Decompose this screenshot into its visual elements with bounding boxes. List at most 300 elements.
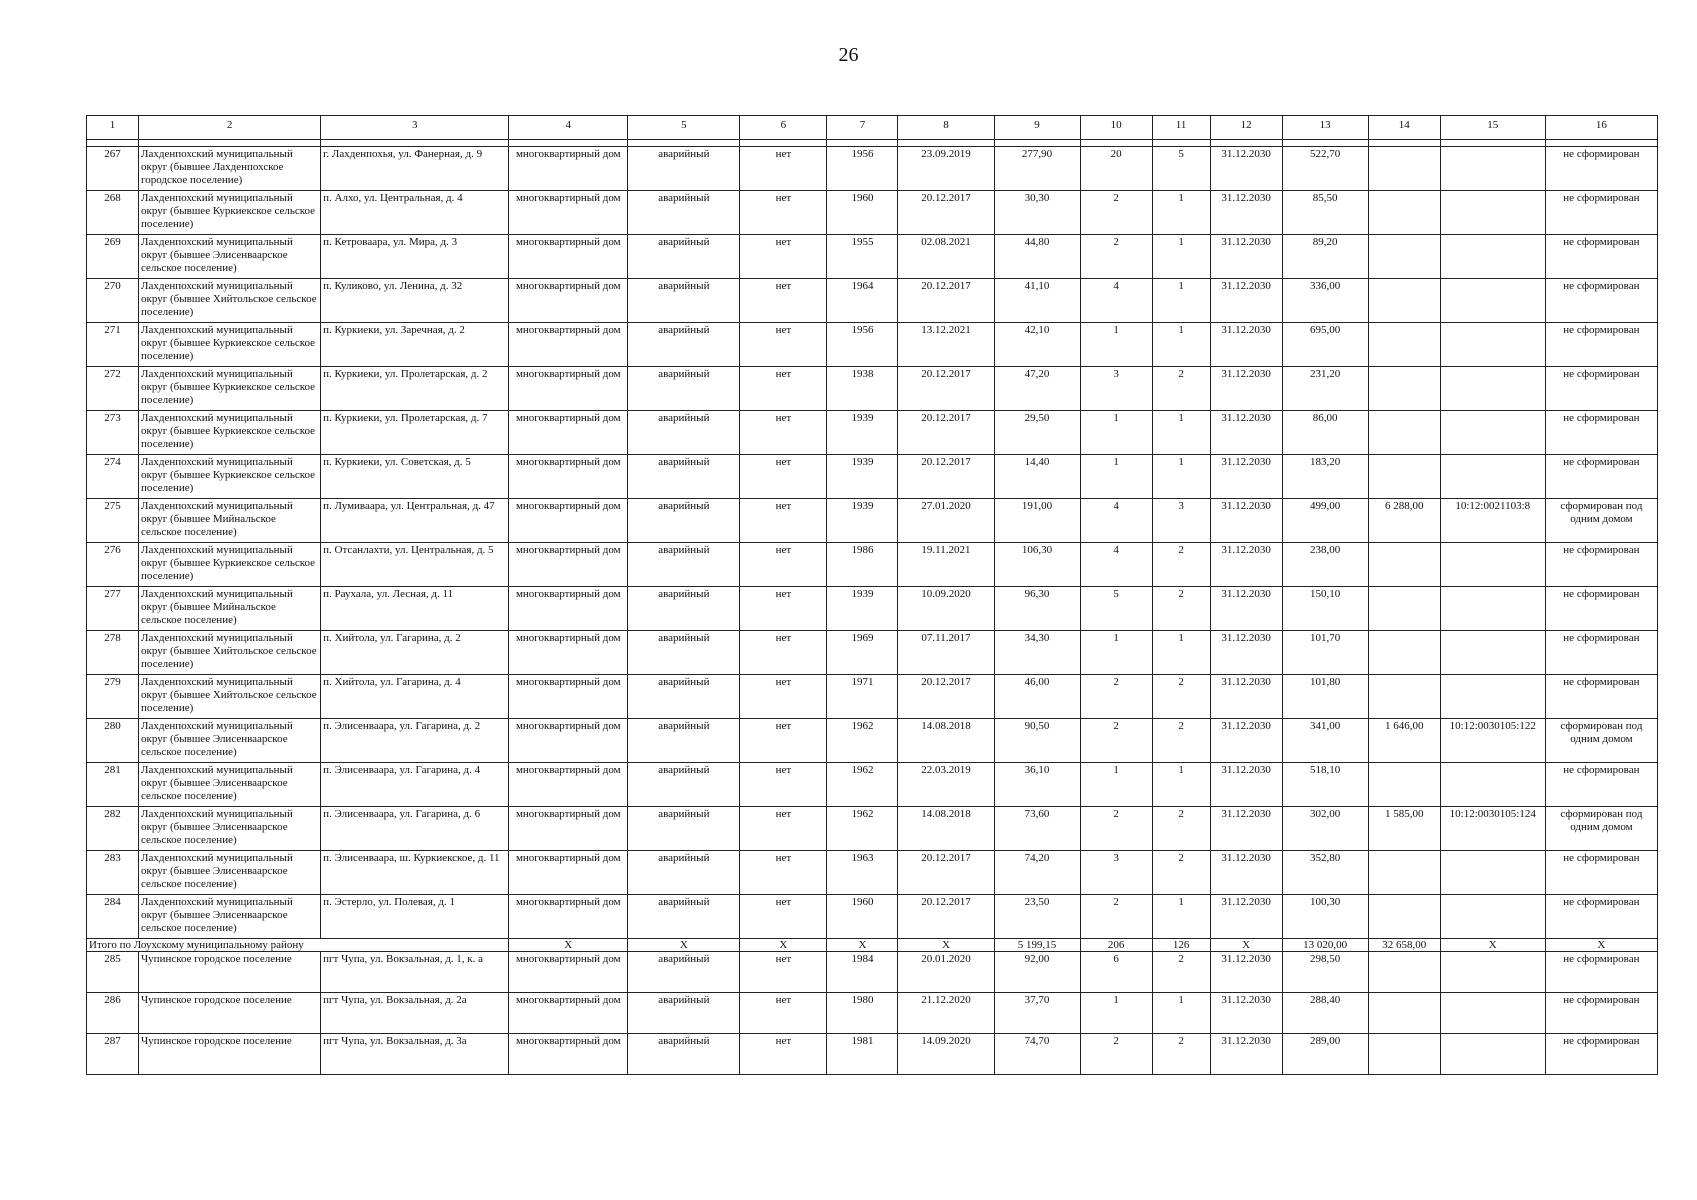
table-row (87, 367, 1658, 411)
table-cell: 14.08.2018 (898, 719, 994, 763)
table-cell: 1962 (827, 807, 898, 851)
table-cell: 2 (1080, 675, 1152, 719)
table-cell: 21.12.2020 (898, 993, 994, 1034)
table-cell: пгт Чупа, ул. Вокзальная, д. 2а (321, 993, 509, 1034)
column-header: 8 (898, 116, 994, 140)
table-cell: нет (740, 851, 827, 895)
table-cell: 20.12.2017 (898, 455, 994, 499)
table-cell (1368, 279, 1440, 323)
table-cell (1440, 323, 1545, 367)
table-cell: многоквартирный дом (509, 499, 628, 543)
table-cell: п. Хийтола, ул. Гагарина, д. 2 (321, 631, 509, 675)
table-cell: 1969 (827, 631, 898, 675)
table-cell: 101,80 (1282, 675, 1368, 719)
table-cell: многоквартирный дом (509, 587, 628, 631)
table-cell: 85,50 (1282, 191, 1368, 235)
table-cell: 1956 (827, 323, 898, 367)
table-cell: 286 (87, 993, 139, 1034)
table-cell: 1963 (827, 851, 898, 895)
table-cell: 4 (1080, 499, 1152, 543)
table-cell: аварийный (628, 499, 740, 543)
table-cell (1368, 235, 1440, 279)
table-cell: п. Алхо, ул. Центральная, д. 4 (321, 191, 509, 235)
table-cell: 31.12.2030 (1210, 587, 1282, 631)
table-cell: 1 (1152, 763, 1210, 807)
table-cell: 285 (87, 952, 139, 993)
table-cell: не сформирован (1545, 895, 1657, 939)
table-cell: 1 (1080, 323, 1152, 367)
table-cell: Чупинское городское поселение (139, 993, 321, 1034)
table-cell: 10.09.2020 (898, 587, 994, 631)
table-row (87, 895, 1658, 939)
table-cell: 1962 (827, 719, 898, 763)
table-cell: аварийный (628, 807, 740, 851)
table-cell: 20.01.2020 (898, 952, 994, 993)
table-cell (1368, 323, 1440, 367)
table-cell: не сформирован (1545, 993, 1657, 1034)
table-cell: нет (740, 1034, 827, 1075)
table-cell: пгт Чупа, ул. Вокзальная, д. 3а (321, 1034, 509, 1075)
table-cell: Лахденпохский муниципальный округ (бывшее Мийнальское сельское поселение) (139, 587, 321, 631)
table-cell: 106,30 (994, 543, 1080, 587)
table-cell: 287 (87, 1034, 139, 1075)
table-cell: 10:12:0030105:122 (1440, 719, 1545, 763)
table-cell: 20.12.2017 (898, 895, 994, 939)
table-cell: 3 (1080, 851, 1152, 895)
table-cell: 47,20 (994, 367, 1080, 411)
table-cell: аварийный (628, 587, 740, 631)
table-cell: нет (740, 719, 827, 763)
table-cell (1440, 455, 1545, 499)
table-cell: 10:12:0021103:8 (1440, 499, 1545, 543)
table-cell: 1 (1080, 763, 1152, 807)
table-cell: 31.12.2030 (1210, 455, 1282, 499)
table-cell: 1 (1152, 411, 1210, 455)
table-cell: многоквартирный дом (509, 191, 628, 235)
table-cell: 6 (1080, 952, 1152, 993)
table-cell: нет (740, 675, 827, 719)
table-cell: 274 (87, 455, 139, 499)
table-cell: п. Куркиеки, ул. Заречная, д. 2 (321, 323, 509, 367)
table-cell: аварийный (628, 411, 740, 455)
table-cell: аварийный (628, 455, 740, 499)
table-row (87, 279, 1658, 323)
spacer-cell (898, 140, 994, 147)
header-spacer-row (87, 140, 1658, 147)
housing-registry-table (86, 115, 1658, 1075)
total-row-cell: 126 (1152, 939, 1210, 952)
table-cell (1440, 279, 1545, 323)
table-cell: аварийный (628, 851, 740, 895)
table-cell: 1986 (827, 543, 898, 587)
table-cell (1368, 367, 1440, 411)
table-cell: 268 (87, 191, 139, 235)
table-cell: нет (740, 807, 827, 851)
table-cell: нет (740, 543, 827, 587)
table-cell: 267 (87, 147, 139, 191)
table-cell: нет (740, 367, 827, 411)
table-cell: 277 (87, 587, 139, 631)
column-header: 2 (139, 116, 321, 140)
table-cell: 31.12.2030 (1210, 763, 1282, 807)
table-cell: Лахденпохский муниципальный округ (бывшее Элисенваарское сельское поселение) (139, 895, 321, 939)
table-cell: 31.12.2030 (1210, 191, 1282, 235)
table-cell: 1 (1152, 993, 1210, 1034)
table-cell: 302,00 (1282, 807, 1368, 851)
table-cell: 1 (1152, 279, 1210, 323)
table-cell (1368, 147, 1440, 191)
table-cell: аварийный (628, 543, 740, 587)
table-cell: 44,80 (994, 235, 1080, 279)
spacer-cell (1210, 140, 1282, 147)
table-cell: 1984 (827, 952, 898, 993)
table-cell: Лахденпохский муниципальный округ (бывшее Хийтольское сельское поселение) (139, 675, 321, 719)
table-cell (1440, 235, 1545, 279)
table-cell: 14,40 (994, 455, 1080, 499)
table-cell: Лахденпохский муниципальный округ (бывшее Элисенваарское сельское поселение) (139, 235, 321, 279)
column-header: 9 (994, 116, 1080, 140)
spacer-cell (628, 140, 740, 147)
table-cell: 31.12.2030 (1210, 851, 1282, 895)
table-cell: 96,30 (994, 587, 1080, 631)
table-cell: 277,90 (994, 147, 1080, 191)
table-cell: сформирован под одним домом (1545, 719, 1657, 763)
table-cell (1440, 763, 1545, 807)
table-cell: не сформирован (1545, 675, 1657, 719)
table-cell: 352,80 (1282, 851, 1368, 895)
table-cell: 34,30 (994, 631, 1080, 675)
table-cell: п. Куркиеки, ул. Советская, д. 5 (321, 455, 509, 499)
column-header: 7 (827, 116, 898, 140)
table-cell: 1939 (827, 411, 898, 455)
table-cell: 31.12.2030 (1210, 235, 1282, 279)
table-cell (1368, 763, 1440, 807)
table-cell: нет (740, 631, 827, 675)
table-cell: нет (740, 191, 827, 235)
table-cell: 2 (1152, 952, 1210, 993)
table-cell (1368, 455, 1440, 499)
table-cell: многоквартирный дом (509, 675, 628, 719)
table-cell: 31.12.2030 (1210, 1034, 1282, 1075)
spacer-cell (1152, 140, 1210, 147)
table-row (87, 719, 1658, 763)
table-cell: 1 (1080, 455, 1152, 499)
column-header: 3 (321, 116, 509, 140)
table-cell: аварийный (628, 952, 740, 993)
table-cell: многоквартирный дом (509, 895, 628, 939)
table-cell: аварийный (628, 719, 740, 763)
table-cell: 20 (1080, 147, 1152, 191)
table-cell: 231,20 (1282, 367, 1368, 411)
table-cell: нет (740, 952, 827, 993)
table-cell: 07.11.2017 (898, 631, 994, 675)
table-cell: Чупинское городское поселение (139, 1034, 321, 1075)
table-cell: 31.12.2030 (1210, 411, 1282, 455)
table-cell: Лахденпохский муниципальный округ (бывшее Элисенваарское сельское поселение) (139, 763, 321, 807)
table-cell: не сформирован (1545, 235, 1657, 279)
table-cell (1368, 191, 1440, 235)
table-cell: 1 (1080, 993, 1152, 1034)
table-cell: 1 (1152, 235, 1210, 279)
table-cell: аварийный (628, 675, 740, 719)
table-cell: 1 (1152, 895, 1210, 939)
table-cell: 1 (1152, 323, 1210, 367)
table-cell (1368, 851, 1440, 895)
column-header: 6 (740, 116, 827, 140)
table-cell: нет (740, 235, 827, 279)
table-cell: п. Лумиваара, ул. Центральная, д. 47 (321, 499, 509, 543)
table-cell: Лахденпохский муниципальный округ (бывшее Мийнальское сельское поселение) (139, 499, 321, 543)
table-cell: многоквартирный дом (509, 719, 628, 763)
table-cell: Лахденпохский муниципальный округ (бывшее Куркиекское сельское поселение) (139, 191, 321, 235)
table-cell: 1960 (827, 191, 898, 235)
table-cell: п. Отсанлахти, ул. Центральная, д. 5 (321, 543, 509, 587)
table-cell: 281 (87, 763, 139, 807)
table-row (87, 851, 1658, 895)
table-cell: аварийный (628, 895, 740, 939)
table-cell: не сформирован (1545, 631, 1657, 675)
table-cell: 4 (1080, 279, 1152, 323)
table-cell: 2 (1152, 1034, 1210, 1075)
table-cell: 336,00 (1282, 279, 1368, 323)
spacer-cell (1545, 140, 1657, 147)
table-cell: 269 (87, 235, 139, 279)
table-cell: многоквартирный дом (509, 763, 628, 807)
table-cell: многоквартирный дом (509, 543, 628, 587)
table-cell: Лахденпохский муниципальный округ (бывшее Куркиекское сельское поселение) (139, 455, 321, 499)
table-cell: 31.12.2030 (1210, 631, 1282, 675)
table-cell: 89,20 (1282, 235, 1368, 279)
table-cell: не сформирован (1545, 191, 1657, 235)
column-header: 10 (1080, 116, 1152, 140)
table-cell: нет (740, 587, 827, 631)
table-cell: 2 (1152, 587, 1210, 631)
total-row (87, 939, 1658, 952)
table-cell (1440, 993, 1545, 1034)
table-cell: 19.11.2021 (898, 543, 994, 587)
table-cell: 2 (1152, 675, 1210, 719)
table-cell: нет (740, 763, 827, 807)
table-cell: 13.12.2021 (898, 323, 994, 367)
table-cell: 2 (1080, 191, 1152, 235)
table-cell: 238,00 (1282, 543, 1368, 587)
table-cell: нет (740, 147, 827, 191)
table-row (87, 499, 1658, 543)
table-cell: 74,20 (994, 851, 1080, 895)
table-cell (1368, 411, 1440, 455)
table-cell: 20.12.2017 (898, 851, 994, 895)
table-cell: 31.12.2030 (1210, 675, 1282, 719)
table-cell: 10:12:0030105:124 (1440, 807, 1545, 851)
column-header: 4 (509, 116, 628, 140)
table-cell: 90,50 (994, 719, 1080, 763)
total-row-cell: X (740, 939, 827, 952)
table-cell: 279 (87, 675, 139, 719)
total-row-cell: 32 658,00 (1368, 939, 1440, 952)
table-cell: не сформирован (1545, 587, 1657, 631)
spacer-cell (1282, 140, 1368, 147)
table-cell: 1955 (827, 235, 898, 279)
table-cell: 2 (1152, 367, 1210, 411)
table-cell (1440, 543, 1545, 587)
table-row (87, 411, 1658, 455)
total-row-cell: X (1440, 939, 1545, 952)
table-cell: п. Кетроваара, ул. Мира, д. 3 (321, 235, 509, 279)
table-cell (1368, 952, 1440, 993)
table-cell: 280 (87, 719, 139, 763)
spacer-cell (1080, 140, 1152, 147)
table-row (87, 543, 1658, 587)
table-row (87, 323, 1658, 367)
table-cell: не сформирован (1545, 323, 1657, 367)
table-cell: 1960 (827, 895, 898, 939)
table-cell: не сформирован (1545, 763, 1657, 807)
table-cell: п. Хийтола, ул. Гагарина, д. 4 (321, 675, 509, 719)
table-cell: 2 (1152, 807, 1210, 851)
table-cell: 2 (1080, 1034, 1152, 1075)
table-cell: многоквартирный дом (509, 1034, 628, 1075)
table-cell: 1964 (827, 279, 898, 323)
table-cell (1440, 851, 1545, 895)
table-cell: Чупинское городское поселение (139, 952, 321, 993)
table-cell: 1 (1152, 455, 1210, 499)
table-cell: 2 (1152, 543, 1210, 587)
table-cell: 20.12.2017 (898, 367, 994, 411)
table-cell: 183,20 (1282, 455, 1368, 499)
table-cell: 31.12.2030 (1210, 993, 1282, 1034)
table-cell: аварийный (628, 993, 740, 1034)
table-cell: 2 (1152, 719, 1210, 763)
table-cell: 288,40 (1282, 993, 1368, 1034)
table-cell: многоквартирный дом (509, 367, 628, 411)
table-cell: г. Лахденпохья, ул. Фанерная, д. 9 (321, 147, 509, 191)
table-cell: 1962 (827, 763, 898, 807)
table-cell: 5 (1080, 587, 1152, 631)
table-cell: 31.12.2030 (1210, 807, 1282, 851)
table-cell: 31.12.2030 (1210, 719, 1282, 763)
table-cell: 1938 (827, 367, 898, 411)
column-header: 12 (1210, 116, 1282, 140)
table-row (87, 455, 1658, 499)
column-header: 13 (1282, 116, 1368, 140)
table-cell: не сформирован (1545, 952, 1657, 993)
table-cell: 31.12.2030 (1210, 543, 1282, 587)
table-cell: 73,60 (994, 807, 1080, 851)
table-cell: Лахденпохский муниципальный округ (бывшее Хийтольское сельское поселение) (139, 631, 321, 675)
table-cell: нет (740, 279, 827, 323)
table-cell: сформирован под одним домом (1545, 499, 1657, 543)
total-row-cell: X (898, 939, 994, 952)
table-cell: 271 (87, 323, 139, 367)
column-header: 14 (1368, 116, 1440, 140)
table-cell: 1 646,00 (1368, 719, 1440, 763)
spacer-cell (139, 140, 321, 147)
table-cell: Лахденпохский муниципальный округ (бывшее Элисенваарское сельское поселение) (139, 719, 321, 763)
table-cell: аварийный (628, 763, 740, 807)
spacer-cell (1368, 140, 1440, 147)
table-cell (1440, 895, 1545, 939)
table-cell: 2 (1080, 235, 1152, 279)
table-cell: 2 (1080, 895, 1152, 939)
column-header: 1 (87, 116, 139, 140)
table-cell: 1971 (827, 675, 898, 719)
table-cell: Лахденпохский муниципальный округ (бывшее Лахденпохское городское поселение) (139, 147, 321, 191)
table-cell: 23.09.2019 (898, 147, 994, 191)
table-header (87, 116, 1658, 140)
table-row (87, 1034, 1658, 1075)
spacer-cell (1440, 140, 1545, 147)
table-cell: 1981 (827, 1034, 898, 1075)
table-row (87, 952, 1658, 993)
table-cell: 1939 (827, 587, 898, 631)
table-cell: 46,00 (994, 675, 1080, 719)
table-cell (1440, 631, 1545, 675)
table-cell: 27.01.2020 (898, 499, 994, 543)
table-cell: аварийный (628, 147, 740, 191)
table-cell: не сформирован (1545, 147, 1657, 191)
table-cell: 101,70 (1282, 631, 1368, 675)
table-row (87, 191, 1658, 235)
table-cell: многоквартирный дом (509, 807, 628, 851)
table-cell: Лахденпохский муниципальный округ (бывшее Хийтольское сельское поселение) (139, 279, 321, 323)
spacer-cell (87, 140, 139, 147)
table-cell: 284 (87, 895, 139, 939)
column-header: 16 (1545, 116, 1657, 140)
table-cell: многоквартирный дом (509, 147, 628, 191)
table-cell: многоквартирный дом (509, 235, 628, 279)
table-cell: 86,00 (1282, 411, 1368, 455)
spacer-cell (740, 140, 827, 147)
table-cell: многоквартирный дом (509, 455, 628, 499)
table-cell: 150,10 (1282, 587, 1368, 631)
table-cell: нет (740, 895, 827, 939)
table-cell (1440, 191, 1545, 235)
table-row (87, 147, 1658, 191)
spacer-cell (509, 140, 628, 147)
table-cell: 23,50 (994, 895, 1080, 939)
table-cell: 14.09.2020 (898, 1034, 994, 1075)
table-cell: не сформирован (1545, 411, 1657, 455)
table-cell: 5 (1152, 147, 1210, 191)
spacer-cell (994, 140, 1080, 147)
table-cell: п. Куркиеки, ул. Пролетарская, д. 2 (321, 367, 509, 411)
table-cell: аварийный (628, 235, 740, 279)
table-cell: пгт Чупа, ул. Вокзальная, д. 1, к. а (321, 952, 509, 993)
table-cell: Лахденпохский муниципальный округ (бывшее Куркиекское сельское поселение) (139, 323, 321, 367)
table-cell: 20.12.2017 (898, 191, 994, 235)
table-cell: 3 (1152, 499, 1210, 543)
total-row-cell: 5 199,15 (994, 939, 1080, 952)
table-cell: 1956 (827, 147, 898, 191)
table-cell: 31.12.2030 (1210, 499, 1282, 543)
total-row-cell: X (1545, 939, 1657, 952)
table-cell: 31.12.2030 (1210, 895, 1282, 939)
table-cell: 02.08.2021 (898, 235, 994, 279)
table-cell: аварийный (628, 1034, 740, 1075)
table-cell: 298,50 (1282, 952, 1368, 993)
table-cell: п. Куркиеки, ул. Пролетарская, д. 7 (321, 411, 509, 455)
table-cell: нет (740, 323, 827, 367)
table-cell: п. Элисенваара, ул. Гагарина, д. 4 (321, 763, 509, 807)
table-cell: 14.08.2018 (898, 807, 994, 851)
column-header: 11 (1152, 116, 1210, 140)
table-cell: 6 288,00 (1368, 499, 1440, 543)
table-cell: аварийный (628, 323, 740, 367)
table-cell (1368, 895, 1440, 939)
table-cell: Лахденпохский муниципальный округ (бывшее Куркиекское сельское поселение) (139, 367, 321, 411)
table-cell: 275 (87, 499, 139, 543)
table-cell: 36,10 (994, 763, 1080, 807)
